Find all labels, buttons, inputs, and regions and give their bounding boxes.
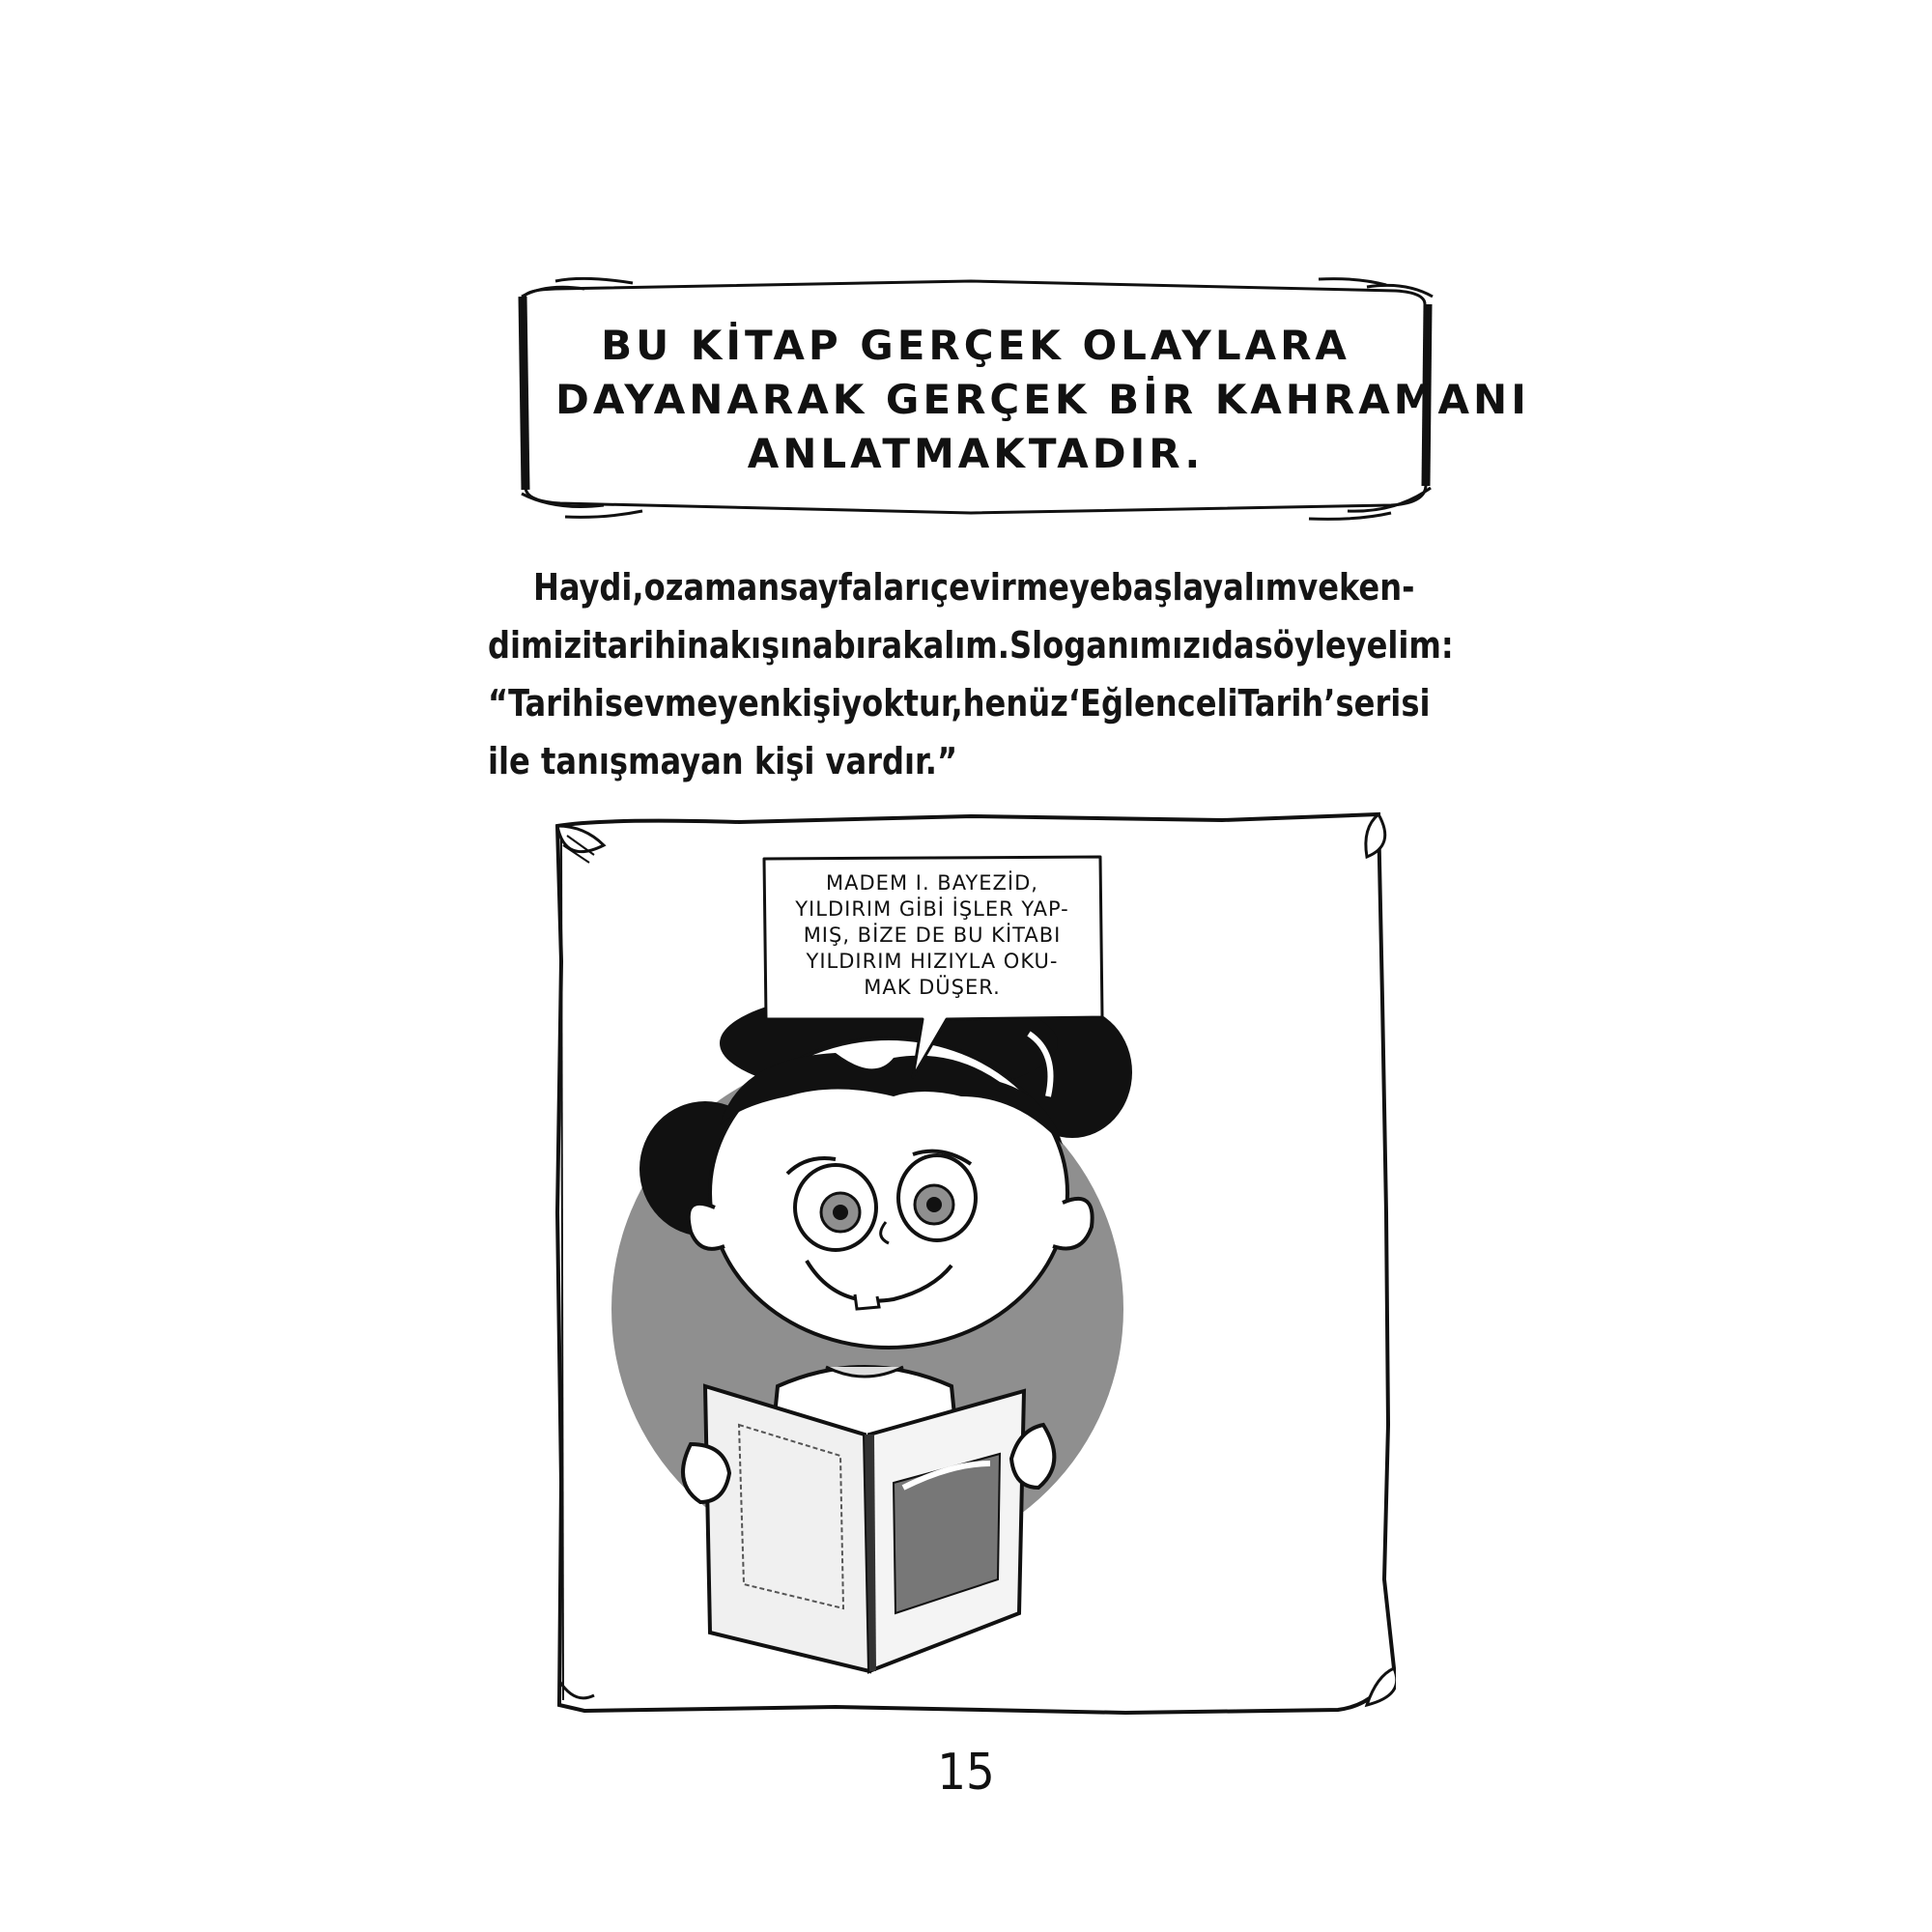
- paragraph-line: [488, 558, 1415, 616]
- word: ile tanışmayan kişi vardır.”: [488, 740, 958, 782]
- word: yoktur,: [841, 682, 963, 724]
- bubble-line: MAK DÜŞER.: [864, 976, 1001, 999]
- word: ‘Eğlenceli: [1067, 682, 1238, 724]
- paragraph-line: [488, 616, 1454, 674]
- speech-bubble-text: [768, 870, 1096, 1001]
- word: zaman: [665, 566, 781, 609]
- word: sevmeyen: [604, 682, 781, 724]
- word: Sloganımızı: [1009, 624, 1211, 667]
- word: ken-: [1339, 566, 1415, 609]
- bubble-line: YILDIRIM HIZIYLA OKU-: [806, 950, 1059, 973]
- illustration-panel: [546, 807, 1396, 1724]
- word: çevirmeye: [930, 566, 1111, 609]
- word: tarihin: [592, 624, 709, 667]
- speech-bubble: [758, 853, 1106, 1022]
- paragraph-line: [488, 674, 1431, 732]
- word: sayfaları: [780, 566, 931, 609]
- bubble-line: MADEM I. BAYEZİD,: [826, 871, 1038, 895]
- bubble-line: YILDIRIM GİBİ İŞLER YAP-: [795, 897, 1069, 921]
- word: ve: [1297, 566, 1340, 609]
- word: “Tarihi: [488, 682, 605, 724]
- page-number: 15: [937, 1744, 995, 1802]
- word: akışına: [708, 624, 834, 667]
- banner-line: BU KİTAP GERÇEK OLAYLARA: [601, 322, 1350, 369]
- word: başlayalım: [1110, 566, 1298, 609]
- banner-text: [555, 319, 1530, 481]
- word: henüz: [962, 682, 1068, 724]
- word: dimizi: [488, 624, 593, 667]
- bubble-line: MIŞ, BİZE DE BU KİTABI: [803, 923, 1062, 947]
- word: da: [1210, 624, 1255, 667]
- paragraph-line: [488, 732, 1391, 790]
- banner-line: DAYANARAK GERÇEK BİR KAHRAMANI: [555, 376, 1530, 423]
- word: kişi: [781, 682, 842, 724]
- word: serisi: [1335, 682, 1431, 724]
- word: o: [643, 566, 666, 609]
- banner-line: ANLATMAKTADIR.: [747, 430, 1205, 477]
- word: söyleyelim:: [1254, 624, 1454, 667]
- word: bırakalım.: [833, 624, 1009, 667]
- word: Haydi,: [533, 566, 644, 609]
- body-paragraph: [488, 558, 1454, 790]
- title-banner: [517, 275, 1530, 522]
- word: Tarih’: [1237, 682, 1336, 724]
